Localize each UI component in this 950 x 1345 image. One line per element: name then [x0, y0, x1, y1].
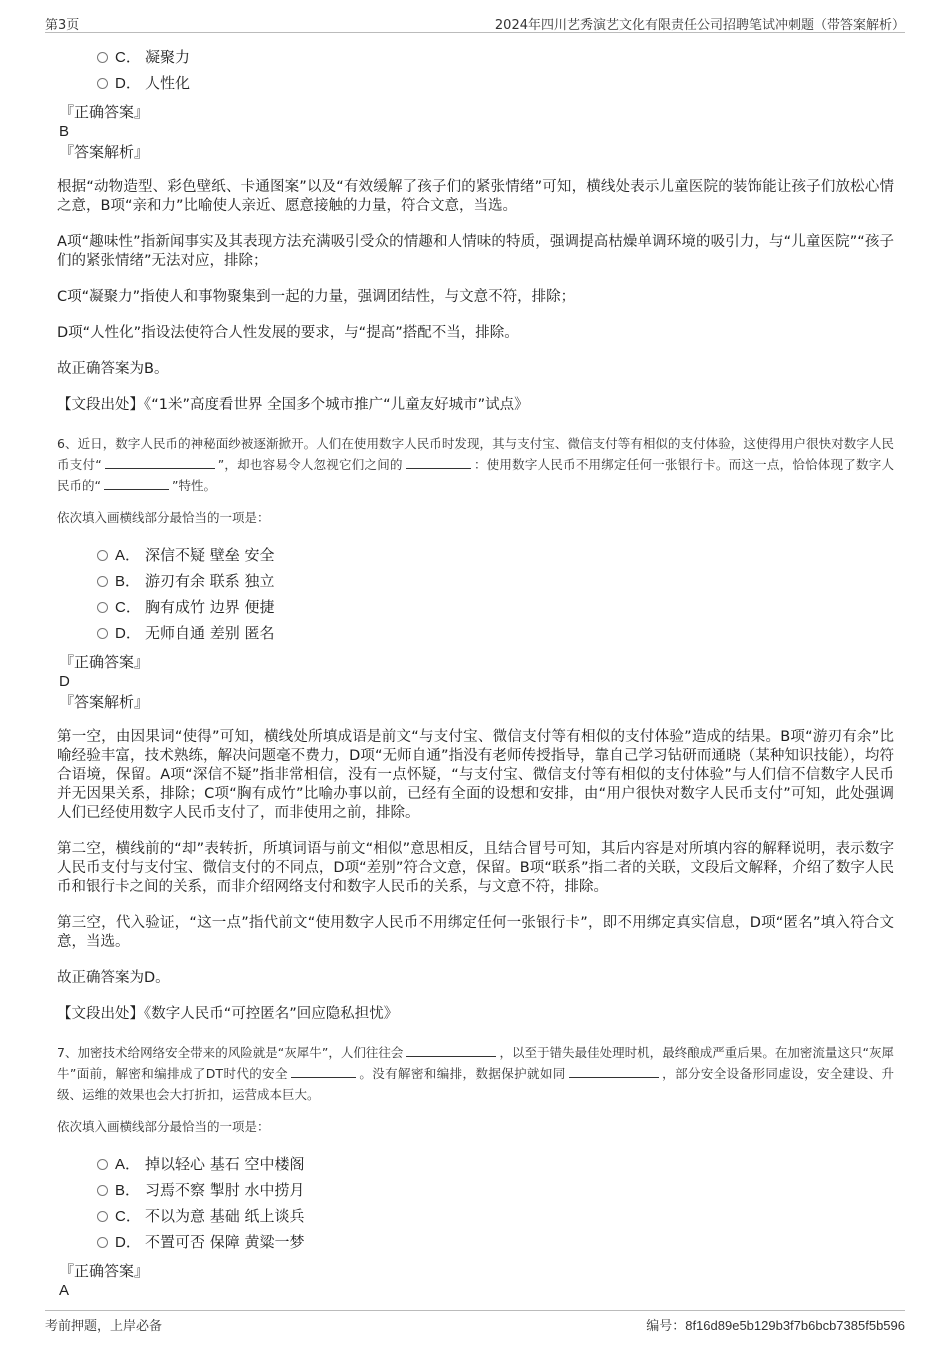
- radio-icon[interactable]: [97, 1211, 108, 1222]
- radio-icon[interactable]: [97, 602, 108, 613]
- question-stem: 7、加密技术给网络安全带来的风险就是“灰犀牛”，人们往往会 ，以至于错失最佳处理时机，最终酿成严重后果。在加密流量这只“灰犀牛”面前，解密和编排成了DT时代的安全 。没有解密和编排，数据保护就如同 ，部分安全设备形同虚设，安全建设、升级、运维的效果也会大打折扣，运营成本巨大。: [57, 1045, 894, 1102]
- option-d[interactable]: D． 不置可否 保障 黄粱一梦: [57, 1229, 894, 1255]
- page-content: [57, 44, 894, 1301]
- analysis-paragraph: A项“趣味性”指新闻事实及其表现方法充满吸引受众的情趣和人情味的特质，强调提高枯燥单调环境的吸引力，与“儿童医院”“孩子们的紧张情绪”无法对应，排除；: [57, 234, 894, 269]
- radio-icon[interactable]: [97, 628, 108, 639]
- analysis-label: 『答案解析』: [59, 693, 150, 711]
- radio-icon[interactable]: [97, 576, 108, 587]
- answer-value: A: [59, 1282, 70, 1299]
- answer-label: 『正确答案』: [59, 653, 150, 671]
- option-text: 人性化: [145, 74, 191, 92]
- source-citation: 【文段出处】《“1米”高度看世界 全国多个城市推广“儿童友好城市”试点》: [57, 397, 529, 413]
- analysis-paragraph: 故正确答案为B。: [57, 361, 169, 377]
- page-header: [45, 12, 905, 33]
- radio-icon[interactable]: [97, 1159, 108, 1170]
- option-c[interactable]: C． 胸有成竹 边界 便捷: [57, 594, 894, 620]
- radio-icon[interactable]: [97, 1237, 108, 1248]
- option-c[interactable]: C． 不以为意 基础 纸上谈兵: [57, 1203, 894, 1229]
- footer-slogan: 考前押题，上岸必备: [45, 1319, 163, 1334]
- option-a[interactable]: A． 掉以轻心 基石 空中楼阁: [57, 1151, 894, 1177]
- answer-label: 『正确答案』: [59, 1262, 150, 1280]
- radio-icon[interactable]: [97, 52, 108, 63]
- option-text: 胸有成竹 边界 便捷: [145, 598, 275, 616]
- option-text: 不以为意 基础 纸上谈兵: [145, 1207, 305, 1225]
- answer-value: D: [59, 673, 70, 690]
- option-text: 习焉不察 掣肘 水中捞月: [145, 1181, 305, 1199]
- radio-icon[interactable]: [97, 78, 108, 89]
- blank-line: [291, 1065, 356, 1078]
- option-text: 游刃有余 联系 独立: [145, 572, 275, 590]
- q5-options: [57, 44, 894, 96]
- option-a[interactable]: A． 深信不疑 壁垒 安全: [57, 542, 894, 568]
- option-text: 深信不疑 壁垒 安全: [145, 546, 275, 564]
- option-text: 不置可否 保障 黄粱一梦: [145, 1233, 305, 1251]
- question-prompt: 依次填入画横线部分最恰当的一项是：: [57, 510, 270, 525]
- option-text: 掉以轻心 基石 空中楼阁: [145, 1155, 305, 1173]
- option-b[interactable]: B． 游刃有余 联系 独立: [57, 568, 894, 594]
- analysis-paragraph: C项“凝聚力”指使人和事物聚集到一起的力量，强调团结性，与文意不符，排除；: [57, 289, 576, 305]
- option-b[interactable]: B． 习焉不察 掣肘 水中捞月: [57, 1177, 894, 1203]
- q6-options: [57, 542, 894, 646]
- analysis-paragraph: 第一空，由因果词“使得”可知，横线处所填成语是前文“与支付宝、微信支付等有相似的支付体验”造成的结果。B项“游刃有余”比喻经验丰富，技术熟练，解决问题毫不费力，D项“无师自通”指没有老师传授指导，靠自己学习钻研而通晓（某种知识技能），均符合语境，保留。A项“深信不疑”指非常相信，没有一点怀疑，“与支付宝、微信支付等有相似的支付体验”与人们信不信数字人民币并无因果关系，排除；C项“胸有成竹”比喻办事以前，已经有全面的设想和安排，由“用户很快对数字人民币支付”可知，此处强调人们已经使用数字人民币支付了，而非使用之前，排除。: [57, 729, 894, 821]
- blank-line: [406, 1044, 496, 1057]
- option-d[interactable]: D． 无师自通 差别 匿名: [57, 620, 894, 646]
- analysis-paragraph: 故正确答案为D。: [57, 970, 170, 986]
- source-citation: 【文段出处】《数字人民币“可控匿名”回应隐私担忧》: [57, 1006, 399, 1022]
- document-title: 2024年四川艺秀演艺文化有限责任公司招聘笔试冲刺题（带答案解析）: [494, 18, 905, 33]
- q7-options: [57, 1151, 894, 1255]
- blank-line: [406, 456, 471, 469]
- answer-label: 『正确答案』: [59, 103, 150, 121]
- question-prompt: 依次填入画横线部分最恰当的一项是：: [57, 1119, 270, 1134]
- page-number: 第3页: [45, 18, 80, 33]
- page-footer: [45, 1310, 905, 1335]
- analysis-paragraph: D项“人性化”指设法使符合人性发展的要求，与“提高”搭配不当，排除。: [57, 325, 519, 341]
- analysis-label: 『答案解析』: [59, 143, 150, 161]
- radio-icon[interactable]: [97, 550, 108, 561]
- blank-line: [104, 477, 169, 490]
- option-text: 无师自通 差别 匿名: [145, 624, 275, 642]
- question-stem: 6、近日，数字人民币的神秘面纱被逐渐掀开。人们在使用数字人民币时发现，其与支付宝、微信支付等有相似的支付体验，这使得用户很快对数字人民币支付“ ”，却也容易令人忽视它们之间的 ：使用数字人民币不用绑定任何一张银行卡。而这一点，恰恰体现了数字人民币的“ ”特性。: [57, 436, 894, 493]
- answer-value: B: [59, 123, 70, 140]
- analysis-paragraph: 第二空，横线前的“却”表转折，所填词语与前文“相似”意思相反，且结合冒号可知，其后内容是对所填内容的解释说明，表示数字人民币支付与支付宝、微信支付的不同点，D项“差别”符合文意，保留。B项“联系”指二者的关联，文段后文解释，介绍了数字人民币和银行卡之间的关系，而非介绍网络支付和数字人民币的关系，与文意不符，排除。: [57, 841, 894, 895]
- blank-line: [569, 1065, 659, 1078]
- document-code: 编号：8f16d89e5b129b3f7b6bcb7385f5b596: [646, 1318, 905, 1334]
- analysis-paragraph: 根据“动物造型、彩色壁纸、卡通图案”以及“有效缓解了孩子们的紧张情绪”可知，横线处表示儿童医院的装饰能让孩子们放松心情之意，B项“亲和力”比喻使人亲近、愿意接触的力量，符合文意，当选。: [57, 179, 894, 214]
- radio-icon[interactable]: [97, 1185, 108, 1196]
- option-c[interactable]: C． 凝聚力: [57, 44, 894, 70]
- analysis-paragraph: 第三空，代入验证，“这一点”指代前文“使用数字人民币不用绑定任何一张银行卡”，即不用绑定真实信息，D项“匿名”填入符合文意，当选。: [57, 915, 894, 950]
- blank-line: [105, 456, 215, 469]
- option-text: 凝聚力: [145, 48, 191, 66]
- option-d[interactable]: D． 人性化: [57, 70, 894, 96]
